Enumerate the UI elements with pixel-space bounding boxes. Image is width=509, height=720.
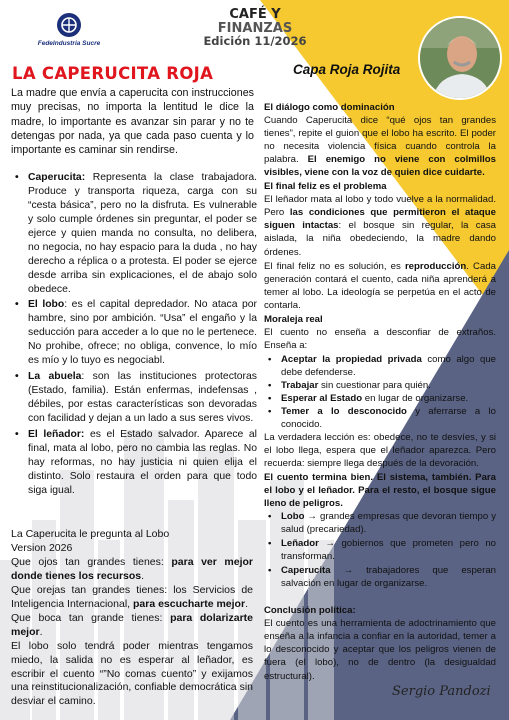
character-text: Representa la clase trabajadora. Produce y transporta riqueza, carga con su “cesta básica”, pero no la disfruta. Es vulnerable y solo cumple órdenes sin preguntar, el poder se ejerce y quien manda no consulta, no delibera, no negocia, no hay espacio para la duda , no hay derecho a réplica o a protesta. El poder se ejerce desde arriba sin explicaciones, el de abajo solo obedece. bbox=[28, 172, 257, 295]
paragraph-bold: El enemigo no viene con colmillos visibles, viene con la voz de quien dice cuidarte. bbox=[264, 154, 496, 179]
item-bold: Trabajar bbox=[281, 379, 319, 391]
question-ears bbox=[11, 584, 253, 612]
paragraph-text: : el bosque sin regular, la casa aislada, la niña obedeciendo, la madre dando órdenes. bbox=[264, 220, 496, 258]
item-text: → trabajadores que esperan salvación en lugar de organizarse. bbox=[281, 565, 496, 590]
paragraph-emphasis bbox=[264, 471, 496, 510]
paragraph bbox=[264, 193, 496, 258]
list-item bbox=[268, 392, 496, 405]
item-bold: Aceptar la propiedad privada bbox=[281, 353, 422, 365]
paragraph bbox=[264, 260, 496, 312]
list-item bbox=[268, 379, 496, 392]
item-text: en lugar de organizarse. bbox=[362, 393, 469, 405]
paragraph: El cuento no enseña a desconfiar de extraños. Enseña a: bbox=[264, 326, 496, 351]
paragraph-text: El leñador mata al lobo y todo vuelve a la normalidad. Pero bbox=[264, 194, 496, 219]
item-text: y aferrarse a lo conocido. bbox=[281, 406, 496, 431]
item-text: sin cuestionar para quién. bbox=[318, 379, 431, 391]
author-photo bbox=[418, 16, 502, 100]
item-text: → gobiernos que prometen pero no transforman. bbox=[281, 538, 496, 563]
paragraph-text: . Cada generación contará el cuento, cada niña aprenderá a temer al lobo. La ideología se perpetúa en el acto de contarla. bbox=[264, 260, 496, 311]
closing-paragraph: El lobo solo tendrá poder mientras tengamos miedo, la salida no es esperar al leñador, es escribir el cuento “”No comas cuento” y exijamos una reinstitucionalización, confiable democrática sin desviar el camino. bbox=[11, 639, 253, 708]
list-item bbox=[15, 428, 257, 498]
author-signature: Sergio Pandozi bbox=[392, 684, 491, 699]
answer-bold: para escucharte mejor bbox=[133, 597, 246, 610]
list-item bbox=[268, 537, 496, 563]
conclusion-paragraph: El cuento es una herramienta de adoctrinamiento que enseña a la infancia a confiar en la autoridad, temer a lo desconocido y aceptar que los peligros vienen de fuera (el lobo), no de dentro (la desigualdad estructural). bbox=[264, 618, 496, 682]
item-bold: Lobo bbox=[281, 511, 305, 522]
section-heading: Moraleja real bbox=[264, 313, 323, 325]
right-column bbox=[264, 101, 496, 511]
mapping-list bbox=[268, 510, 496, 590]
paragraph bbox=[264, 114, 496, 179]
conclusion-heading: Conclusión política: bbox=[264, 605, 356, 617]
version-2026-section bbox=[11, 528, 253, 709]
question-eyes bbox=[11, 556, 253, 584]
item-bold: Esperar al Estado bbox=[281, 393, 363, 405]
punctuation: . bbox=[245, 597, 248, 610]
item-bold: Temer a lo desconocido bbox=[281, 406, 407, 418]
item-text: → grandes empresas que devoran tiempo y salud (precariedad). bbox=[281, 511, 496, 536]
paragraph-bold: El cuento termina bien. El sistema, también. Para el lobo y el leñador. Para el resto, el bosque sigue lleno de peligros. bbox=[264, 472, 496, 510]
character-name: Caperucita: bbox=[28, 172, 86, 183]
answer-bold: para dolarizarte mejor bbox=[11, 611, 253, 638]
character-text: : son las instituciones protectoras (Estado, familia). Están enfermas, indefensas , débiles, por estas características son devoradas con facilidad y dejan a un lado a sus seres vivos. bbox=[28, 371, 257, 424]
characters-list bbox=[15, 171, 257, 500]
paragraph-text: El final feliz no es solución, es bbox=[264, 260, 405, 272]
item-text: como algo que debe defenderse. bbox=[281, 353, 496, 378]
author-portrait-icon bbox=[420, 18, 502, 100]
section-heading: El final feliz es el problema bbox=[264, 181, 387, 193]
punctuation: . bbox=[141, 569, 145, 582]
paragraph-bold: las condiciones que permitieron el ataque siguen intactas bbox=[264, 207, 496, 232]
item-bold: Caperucita bbox=[281, 565, 331, 577]
punctuation: . bbox=[39, 625, 43, 638]
question-mouth bbox=[11, 612, 253, 640]
version-year: Version 2026 bbox=[11, 541, 73, 554]
question-text: Que orejas tan grandes tienes: los Servicios de Inteligencia Internacional, bbox=[11, 583, 253, 610]
list-item bbox=[268, 353, 496, 379]
list-item bbox=[268, 405, 496, 431]
article-title: LA CAPERUCITA ROJA bbox=[12, 64, 214, 83]
list-item bbox=[268, 510, 496, 536]
character-text: : es el capital depredador. No ataca por hambre, sino por ambición. “Usa” el engaño y la seducción para acceder a lo que no le pertenece. No prohibe, ofrece; no obliga, convence, lo mío es mío y lo tuyo es negociabl. bbox=[28, 299, 258, 367]
right-column-lower bbox=[264, 510, 496, 683]
moral-list bbox=[268, 353, 496, 431]
version-intro: La Caperucita le pregunta al Lobo bbox=[11, 528, 170, 540]
column-title: Capa Roja Rojita bbox=[293, 62, 401, 77]
fedeindustria-logo bbox=[36, 12, 102, 47]
character-name: La abuela bbox=[28, 371, 82, 383]
masthead bbox=[190, 8, 320, 47]
character-name: El leñador: bbox=[28, 428, 85, 440]
character-text: es el Estado salvador. Aparece al final, mata al lobo, pero no cambia las reglas. No hay reformas, no hay justicia ni quien elija el distinto. Solo restaura el orden para que todo siga igual. bbox=[28, 428, 257, 496]
item-bold: Leñador bbox=[281, 538, 319, 550]
list-item bbox=[268, 564, 496, 590]
lead-paragraph: La madre que envía a caperucita con instrucciones muy precisas, no importa la lentitud le dice la madre, lo importante es avanzar sin parar y no te detengas por nada, ya que cada paso cuenta y lo importante es caminar sin rendirse. bbox=[11, 87, 254, 157]
masthead-edition: Edición 11/2026 bbox=[203, 34, 307, 49]
list-item bbox=[15, 171, 257, 296]
answer-bold: para ver mejor donde tienes los recursos bbox=[11, 555, 254, 582]
list-item bbox=[15, 370, 257, 426]
character-name: El lobo bbox=[28, 299, 65, 311]
masthead-line1: CAFÉ Y bbox=[229, 7, 281, 22]
paragraph-text: Cuando Caperucita dice “qué ojos tan grandes tienes”, repite el guion que el lobo ha escrito. El poder no necesita violencia física cuando controla la palabra. bbox=[264, 115, 496, 166]
list-item bbox=[15, 298, 257, 368]
paragraph-bold: reproducción bbox=[404, 260, 467, 272]
logo-label: FedeIndustria Sucre bbox=[37, 40, 101, 47]
question-text: Que ojos tan grandes tienes: bbox=[11, 555, 172, 568]
section-heading: El diálogo como dominación bbox=[264, 102, 395, 113]
paragraph: La verdadera lección es: obedece, no te desvíes, y si el lobo llega, espera que el leñador aparezca. Pero recuerda: siempre llega después de la devoración. bbox=[264, 432, 496, 470]
question-text: Que boca tan grande tienes: bbox=[11, 611, 171, 624]
masthead-line2: FINANZAS bbox=[217, 20, 293, 36]
globe-gear-logo-icon bbox=[56, 12, 82, 38]
